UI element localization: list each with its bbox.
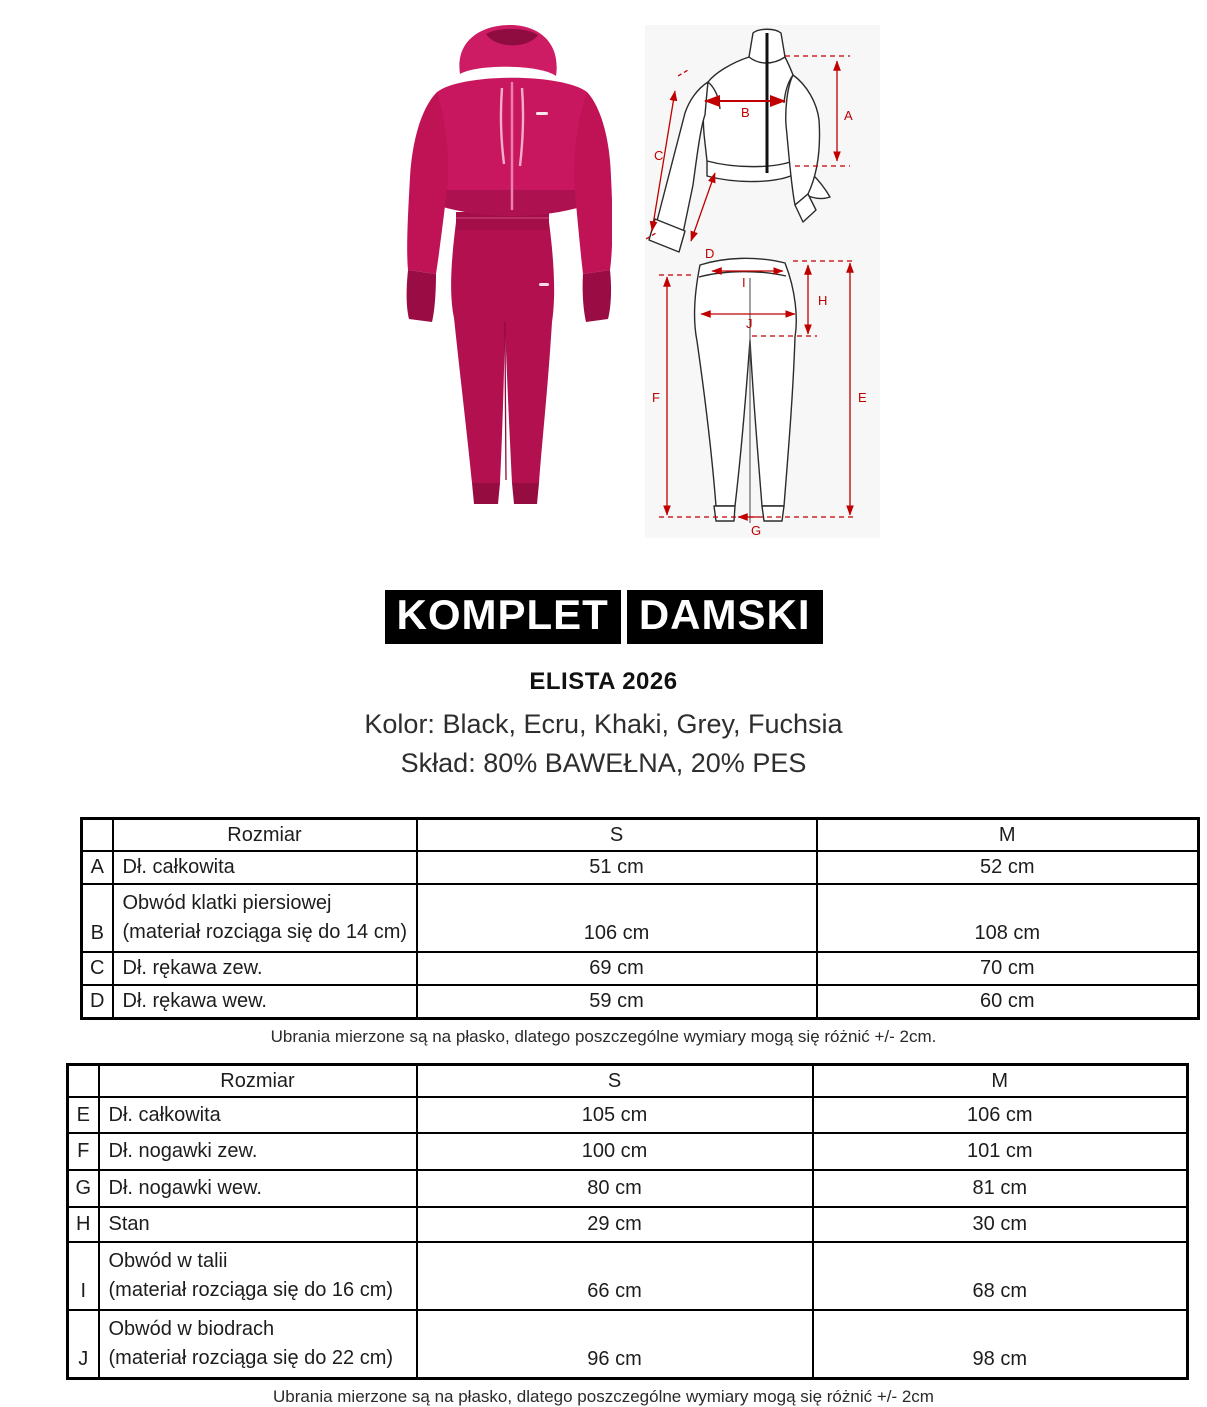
row-letter: G xyxy=(68,1170,99,1207)
value-m: 70 cm xyxy=(817,952,1199,985)
row-label: Dł. nogawki zew. xyxy=(99,1133,417,1170)
table-row xyxy=(82,851,1199,884)
value-s: 106 cm xyxy=(417,884,817,952)
hero-section xyxy=(0,0,1207,562)
pants-size-table xyxy=(66,1063,1189,1380)
measurement-diagram xyxy=(645,25,880,540)
row-letter: E xyxy=(68,1097,99,1133)
measurement-note-pants: Ubrania mierzone są na płasko, dlatego poszczególne wymiary mogą się różnić +/- 2cm xyxy=(273,1387,934,1407)
measure-letter-g: G xyxy=(751,523,762,538)
row-label: Stan xyxy=(99,1207,417,1242)
row-letter: H xyxy=(68,1207,99,1242)
value-m: 106 cm xyxy=(813,1097,1188,1133)
photo-hood xyxy=(459,25,556,76)
row-label: Dł. rękawa wew. xyxy=(113,985,417,1019)
row-letter: J xyxy=(68,1310,99,1379)
photo-pants xyxy=(451,212,554,504)
table-header-row xyxy=(82,819,1199,852)
model-name: ELISTA 2026 xyxy=(529,668,678,696)
value-s: 100 cm xyxy=(417,1133,813,1170)
title-block xyxy=(0,590,1207,779)
table-row xyxy=(68,1133,1188,1170)
value-s: 29 cm xyxy=(417,1207,813,1242)
value-s: 69 cm xyxy=(417,952,817,985)
photo-jacket xyxy=(437,78,587,216)
measure-letter-d: D xyxy=(705,246,715,261)
value-s: 59 cm xyxy=(417,985,817,1019)
row-label: Dł. rękawa zew. xyxy=(113,952,417,985)
value-s: 66 cm xyxy=(417,1242,813,1310)
header-size-s: S xyxy=(417,819,817,852)
header-rozmiar: Rozmiar xyxy=(99,1065,417,1098)
row-label: Dł. całkowita xyxy=(113,851,417,884)
measurement-note-jacket: Ubrania mierzone są na płasko, dlatego poszczególne wymiary mogą się różnić +/- 2cm. xyxy=(270,1027,937,1047)
value-s: 80 cm xyxy=(417,1170,813,1207)
row-label-line2: (materiał rozciąga się do 22 cm) xyxy=(108,1347,394,1370)
row-label: Dł. całkowita xyxy=(99,1097,417,1133)
value-m: 52 cm xyxy=(817,851,1199,884)
row-label-line2: (materiał rozciąga się do 14 cm) xyxy=(122,921,408,944)
row-letter: D xyxy=(82,985,113,1019)
value-s: 96 cm xyxy=(417,1310,813,1379)
table-row xyxy=(68,1170,1188,1207)
row-label xyxy=(113,884,417,952)
corner-cell xyxy=(68,1065,99,1098)
table-row xyxy=(82,985,1199,1019)
measure-letter-b: B xyxy=(741,105,750,120)
value-m: 98 cm xyxy=(813,1310,1188,1379)
value-m: 101 cm xyxy=(813,1133,1188,1170)
row-letter: I xyxy=(68,1242,99,1310)
row-label xyxy=(99,1310,417,1379)
row-label xyxy=(99,1242,417,1310)
title-word-komplet: KOMPLET xyxy=(385,590,621,644)
header-rozmiar: Rozmiar xyxy=(113,819,417,852)
table-row xyxy=(68,1097,1188,1133)
row-letter: F xyxy=(68,1133,99,1170)
measure-letter-j: J xyxy=(746,316,753,331)
row-label: Dł. nogawki wew. xyxy=(99,1170,417,1207)
measure-letter-c: C xyxy=(654,148,664,163)
title-word-damski: DAMSKI xyxy=(627,590,823,644)
value-m: 68 cm xyxy=(813,1242,1188,1310)
product-photo xyxy=(402,22,612,512)
measure-letter-f: F xyxy=(652,390,660,405)
value-m: 60 cm xyxy=(817,985,1199,1019)
measure-letter-a: A xyxy=(844,108,853,123)
row-letter: B xyxy=(82,884,113,952)
table-header-row xyxy=(68,1065,1188,1098)
table-row xyxy=(68,1310,1188,1379)
measure-letter-e: E xyxy=(858,390,867,405)
row-label-line1: Obwód w biodrach xyxy=(108,1318,275,1341)
header-size-s: S xyxy=(417,1065,813,1098)
row-letter: C xyxy=(82,952,113,985)
jacket-size-table xyxy=(80,817,1200,1020)
table-row xyxy=(68,1207,1188,1242)
corner-cell xyxy=(82,819,113,852)
measure-letter-h: H xyxy=(818,293,828,308)
header-size-m: M xyxy=(817,819,1199,852)
row-label-line1: Obwód w talii xyxy=(108,1250,228,1273)
pants-brand-mark xyxy=(539,283,549,286)
value-m: 81 cm xyxy=(813,1170,1188,1207)
jacket-brand-mark xyxy=(536,112,548,115)
value-s: 51 cm xyxy=(417,851,817,884)
header-size-m: M xyxy=(813,1065,1188,1098)
value-m: 30 cm xyxy=(813,1207,1188,1242)
table-row xyxy=(68,1242,1188,1310)
table-row xyxy=(82,884,1199,952)
value-m: 108 cm xyxy=(817,884,1199,952)
page-title xyxy=(0,590,1207,644)
composition-line: Skład: 80% BAWEŁNA, 20% PES xyxy=(400,748,807,779)
row-label-line2: (materiał rozciąga się do 16 cm) xyxy=(108,1279,394,1302)
row-label-line1: Obwód klatki piersiowej xyxy=(122,892,332,915)
table-row xyxy=(82,952,1199,985)
measure-letter-i: I xyxy=(742,275,746,290)
color-line: Kolor: Black, Ecru, Khaki, Grey, Fuchsia xyxy=(364,709,843,740)
row-letter: A xyxy=(82,851,113,884)
value-s: 105 cm xyxy=(417,1097,813,1133)
